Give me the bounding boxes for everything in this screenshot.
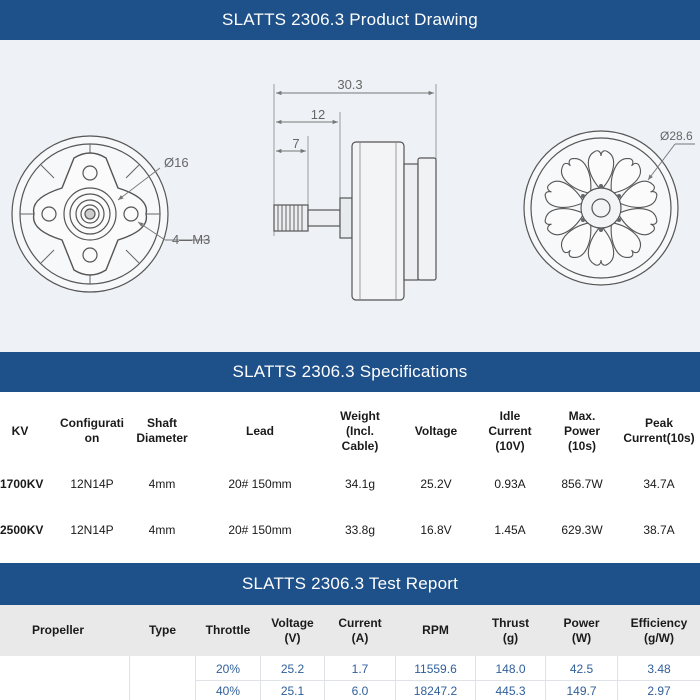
- spec-header-peak: Peak Current(10s): [623, 416, 695, 445]
- spec-row2-weight: 33.8g: [344, 522, 376, 537]
- test-row1-efficiency: 3.48: [647, 661, 671, 676]
- test-header-propeller: Propeller: [31, 623, 85, 637]
- spec-row2-kv: 2500KV: [0, 522, 44, 537]
- test-row1-type: [130, 658, 195, 680]
- spec-row1-voltage: 25.2V: [420, 476, 452, 491]
- back-diameter-label: Ø28.6: [660, 129, 693, 143]
- spec-header-shaft: Shaft Diameter: [136, 416, 188, 445]
- spec-row2-maxpower: 629.3W: [561, 522, 603, 537]
- mid-length-label: 12: [310, 107, 326, 122]
- spec-row2-voltage: 16.8V: [420, 522, 452, 537]
- test-title-band: [0, 563, 700, 605]
- drawing-title: SLATTS 2306.3 Product Drawing: [222, 10, 478, 29]
- specs-title: SLATTS 2306.3 Specifications: [232, 362, 468, 381]
- spec-header-lead: Lead: [245, 423, 274, 438]
- back-view: [524, 131, 695, 285]
- test-row1-thrust: 148.0: [495, 661, 526, 676]
- test-title: SLATTS 2306.3 Test Report: [241, 574, 459, 593]
- specs-title-band: [0, 352, 700, 392]
- spec-header-voltage: Voltage: [414, 423, 458, 438]
- holes-label: 4—M3: [172, 232, 211, 247]
- spec-row2-config: 12N14P: [70, 522, 114, 537]
- test-header-voltage: Voltage (V): [271, 615, 314, 645]
- spec-row1-config: 12N14P: [70, 476, 114, 491]
- spec-row1-maxpower: 856.7W: [561, 476, 603, 491]
- test-row2-propeller: [0, 682, 128, 700]
- spec-header-config: Configurati on: [60, 416, 124, 445]
- test-row2-throttle: 40%: [215, 683, 241, 698]
- side-view: [274, 84, 436, 300]
- spec-row1-peak: 34.7A: [643, 476, 675, 491]
- test-header-current: Current (A): [338, 615, 382, 645]
- spec-row2-lead: 20# 150mm: [228, 522, 292, 537]
- test-header-throttle: Throttle: [205, 623, 251, 637]
- spec-header-idle: Idle Current (10V): [488, 408, 532, 453]
- test-row2-power: 149.7: [566, 683, 597, 698]
- test-row2-efficiency: 2.97: [647, 683, 671, 698]
- specs-table: [0, 392, 700, 563]
- test-header-rpm: RPM: [422, 623, 449, 637]
- spec-header-weight: Weight (Incl. Cable): [340, 408, 380, 453]
- test-row2-thrust: 445.3: [495, 683, 526, 698]
- spec-row1-lead: 20# 150mm: [228, 476, 292, 491]
- shaft-length-label: 7: [292, 136, 300, 151]
- spec-row1-idle: 0.93A: [494, 476, 526, 491]
- spec-header-maxpower: Max. Power (10s): [563, 408, 600, 453]
- overall-length-label: 30.3: [337, 77, 363, 92]
- test-row-divider: [196, 680, 700, 681]
- test-header-thrust: Thrust (g): [491, 615, 530, 645]
- test-row2-type: [130, 682, 195, 700]
- drawing-title-band: [0, 0, 700, 40]
- test-header-efficiency: Efficiency (g/W): [630, 615, 688, 645]
- spec-row2-peak: 38.7A: [643, 522, 675, 537]
- spec-row1-weight: 34.1g: [344, 476, 376, 491]
- test-row2-current: 6.0: [351, 683, 369, 698]
- front-diameter-label: Ø16: [164, 155, 189, 170]
- test-header-power: Power (W): [563, 615, 600, 645]
- test-header-type: Type: [148, 623, 177, 637]
- spec-row2-shaft: 4mm: [148, 522, 176, 537]
- test-row2-voltage: 25.1: [280, 683, 305, 698]
- test-row1-propeller: [0, 658, 128, 680]
- test-row1-throttle: 20%: [215, 661, 241, 676]
- spec-row1-shaft: 4mm: [148, 476, 176, 491]
- test-row1-rpm: 11559.6: [414, 661, 457, 676]
- test-row1-voltage: 25.2: [280, 661, 305, 676]
- product-drawing: [0, 40, 700, 352]
- spec-row1-kv: 1700KV: [0, 476, 44, 491]
- test-row1-current: 1.7: [351, 661, 369, 676]
- spec-row2-idle: 1.45A: [494, 522, 526, 537]
- test-report-table: [0, 605, 700, 700]
- motor-drawing-svg: [0, 40, 700, 352]
- spec-header-kv: KV: [11, 423, 29, 438]
- test-row1-power: 42.5: [569, 661, 594, 676]
- test-row2-rpm: 18247.2: [413, 683, 458, 698]
